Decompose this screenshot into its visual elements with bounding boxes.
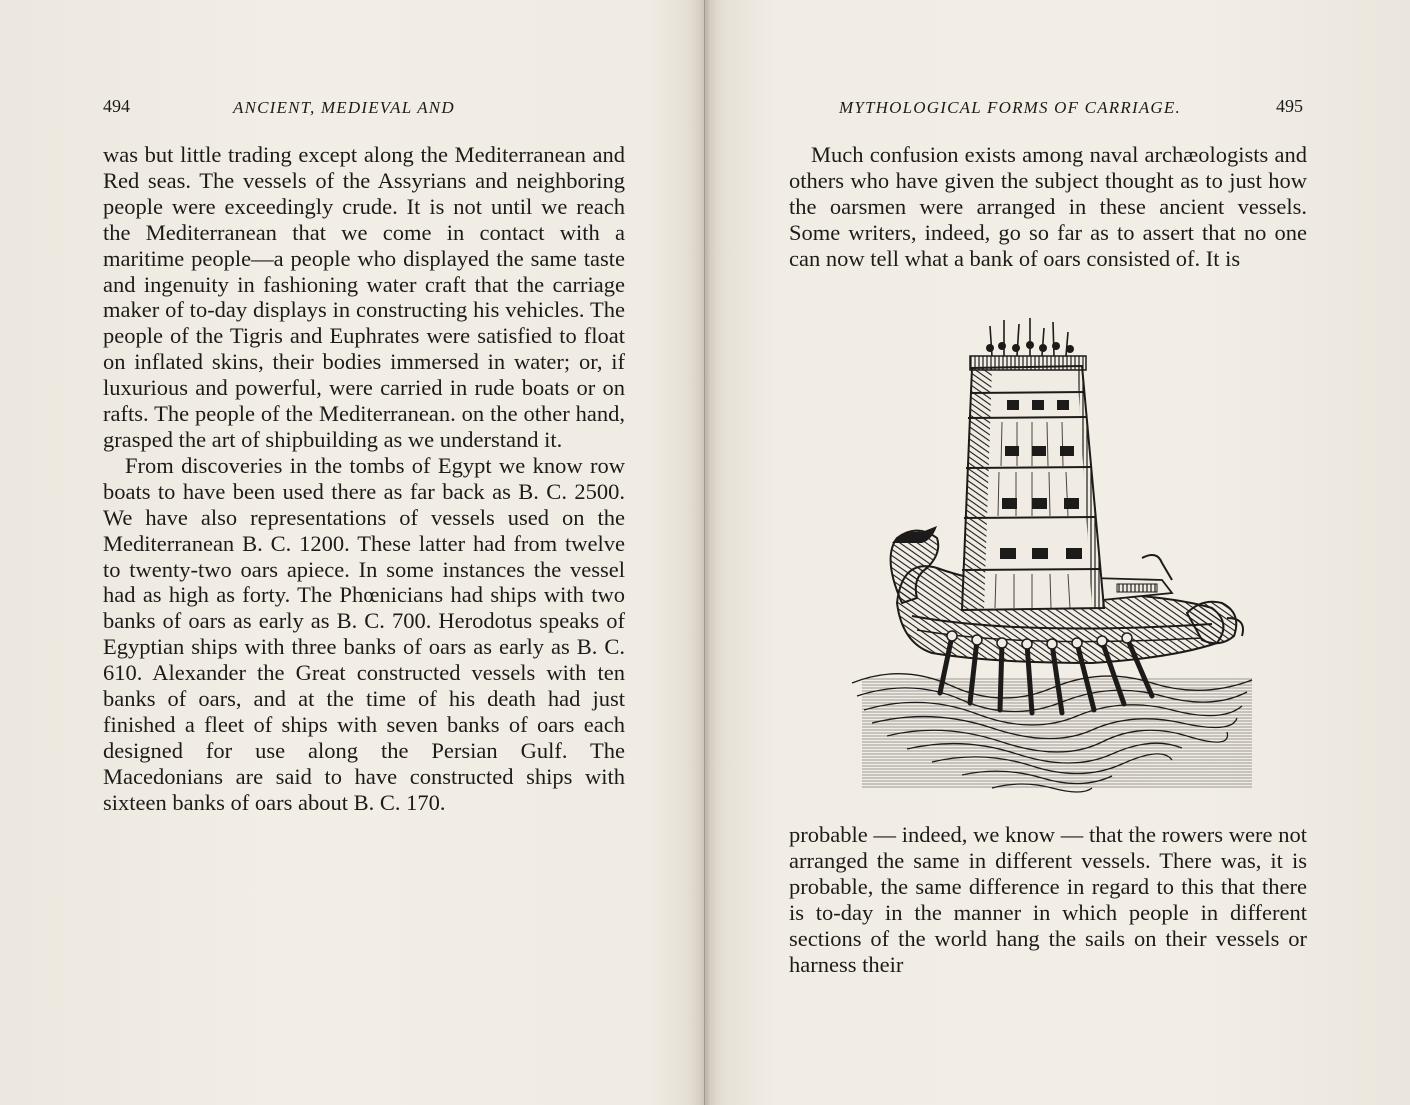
right-page-number: 495 — [1276, 96, 1303, 116]
left-paragraph-2: From discoveries in the tombs of Egypt we know row boats to have been used there as far back as B. C. 2500. We have also representations of vessels used on the Mediterranean B. C. 1200. These latter had from twelve to twenty-two oars apiece. In some instances the vessel had as high as forty. The Phœnicians had ships with two banks of oars as early as B. C. 700. Herodotus speaks of Egyptian ships with three banks of oars as early as B. C. 610. Alexander the Great constructed vessels with ten banks of oars, and at the time of his death had just finished a fleet of ships with seven banks of oars each designed for use along the Persian Gulf. The Macedonians are said to have constructed ships with sixteen banks of oars about B. C. 170. — [103, 452, 625, 815]
ancient-war-galley-illustration — [842, 318, 1262, 808]
right-body-text-bottom — [789, 822, 1307, 977]
war-galley-engraving-icon — [842, 318, 1262, 808]
right-page — [706, 0, 1410, 1105]
left-paragraph-1: was but little trading except along the Mediterranean and Red seas. The vessels of the Assyrians and neighboring people were exceedingly crude. It is not until we reach the Mediterranean that we come in contact with a maritime people—a people who displayed the same taste and ingenuity in fashioning water craft that the carriage maker of to-day displays in constructing his vehicles. The people of the Tigris and Euphrates were satisfied to float on inflated skins, their bodies immersed in water; or, if luxurious and powerful, were carried in rude boats or on rafts. The people of the Mediterranean. on the other hand, grasped the art of shipbuilding as we understand it. — [103, 142, 625, 452]
gutter-fold — [704, 0, 705, 1105]
soldiers-spears — [990, 318, 1068, 356]
left-page — [0, 0, 700, 1105]
left-page-number: 494 — [103, 96, 130, 116]
left-running-head: ANCIENT, MEDIEVAL AND — [233, 98, 455, 117]
right-paragraph-1: Much confusion exists among naval archæologists and others who have given the subject thought as to just how the oarsmen were arranged in these ancient vessels. Some writers, indeed, go so far as to assert that no one can now tell what a bank of oars consisted of. It is — [789, 142, 1307, 271]
right-paragraph-2: probable — indeed, we know — that the rowers were not arranged the same in different vessels. There was, it is probable, the same difference in regard to this that there is to-day in the manner in which people in different sections of the world hang the sails on their vessels or harness their — [789, 822, 1307, 977]
right-body-text-top — [789, 142, 1307, 272]
left-body-text — [103, 142, 625, 816]
right-running-head: MYTHOLOGICAL FORMS OF CARRIAGE. — [839, 98, 1181, 117]
